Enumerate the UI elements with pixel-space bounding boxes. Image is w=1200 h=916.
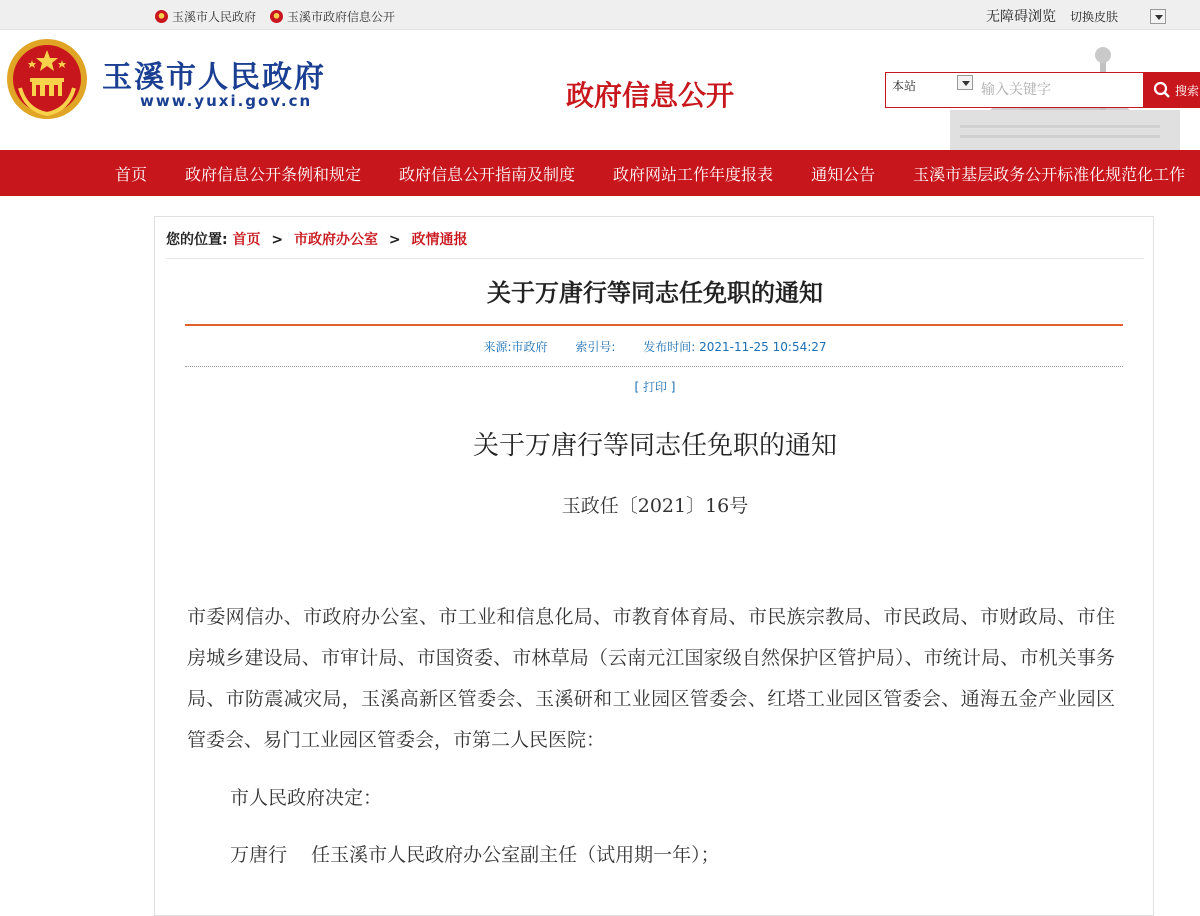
accessibility-link[interactable]: 无障碍浏览 <box>986 9 1056 25</box>
site-header <box>0 30 1200 150</box>
nav-item-notices[interactable]: 通知公告 <box>811 164 876 184</box>
breadcrumb-current[interactable]: 政情通报 <box>411 232 468 248</box>
national-emblem-logo <box>6 38 88 120</box>
portal-title: 政府信息公开 <box>566 79 735 112</box>
recipients-paragraph: 市委网信办、市政府办公室、市工业和信息化局、市教育体育局、市民族宗教局、市民政局、市财政局、市住房城乡建设局、市审计局、市国资委、市林草局（云南元江国家级自然保护区管护局）、市统计局、市机关事务局、市防震减灾局，玉溪高新区管委会、玉溪研和工业园区管委会、红塔工业园区管委会、通海五金产业园区管委会、易门工业园区管委会，市第二人民医院： <box>187 606 1115 751</box>
breadcrumb-separator: > <box>271 232 284 248</box>
nav-item-standardization[interactable]: 玉溪市基层政务公开标准化规范化工作 <box>913 164 1186 184</box>
breadcrumb-label: 您的位置: <box>166 232 228 248</box>
top-bar <box>0 0 1200 30</box>
breadcrumb-office[interactable]: 市政府办公室 <box>293 232 378 248</box>
search-scope-value: 本站 <box>892 79 917 93</box>
chevron-down-icon[interactable] <box>957 75 973 90</box>
document-title: 关于万唐行等同志任免职的通知 <box>472 431 837 461</box>
document-number: 玉政任〔2021〕16号 <box>561 495 749 517</box>
nav-item-guide[interactable]: 政府信息公开指南及制度 <box>399 164 576 184</box>
nav-item-regulations[interactable]: 政府信息公开条例和规定 <box>185 164 362 184</box>
search-input[interactable] <box>973 72 1143 108</box>
emblem-icon <box>270 10 283 23</box>
search-scope-select[interactable] <box>885 72 973 108</box>
top-link-government[interactable] <box>155 8 256 25</box>
nav-item-home[interactable]: 首页 <box>115 164 148 184</box>
top-links <box>155 8 395 25</box>
search-button-label: 搜索 <box>1175 83 1200 98</box>
breadcrumb-home[interactable]: 首页 <box>232 232 261 248</box>
appointment-paragraph: 万唐行 任玉溪市人民政府办公室副主任（试用期一年）； <box>230 844 720 866</box>
article-publish-time: 发布时间: 2021-11-25 10:54:27 <box>643 340 827 354</box>
article-title: 关于万唐行等同志任免职的通知 <box>487 279 823 307</box>
top-link-government-label: 玉溪市人民政府 <box>172 10 257 24</box>
decision-paragraph: 市人民政府决定： <box>230 787 383 809</box>
article-meta <box>155 338 1155 355</box>
switch-skin-label[interactable]: 切换皮肤 <box>1070 9 1119 24</box>
search-bar <box>885 72 1200 108</box>
article-container <box>154 216 1154 916</box>
breadcrumb-separator: > <box>388 232 401 248</box>
site-name[interactable]: 玉溪市人民政府 <box>102 60 326 95</box>
title-divider <box>185 324 1123 326</box>
site-url: www.yuxi.gov.cn <box>140 92 313 110</box>
print-link[interactable]: [ 打印 ] <box>634 380 676 394</box>
meta-divider <box>185 366 1123 367</box>
top-link-info-disclosure-label: 玉溪市政府信息公开 <box>287 10 396 24</box>
search-button[interactable] <box>1143 72 1200 108</box>
main-nav <box>0 150 1200 196</box>
nav-item-annual-report[interactable]: 政府网站工作年度报表 <box>613 164 774 184</box>
breadcrumb <box>166 229 1144 259</box>
article-source: 来源:市政府 <box>483 340 548 354</box>
emblem-icon <box>155 10 168 23</box>
top-right-tools <box>986 6 1166 26</box>
article-index: 索引号: <box>575 340 616 354</box>
skin-dropdown-icon[interactable] <box>1150 9 1166 24</box>
search-icon <box>1153 81 1171 99</box>
top-link-info-disclosure[interactable] <box>270 8 395 25</box>
